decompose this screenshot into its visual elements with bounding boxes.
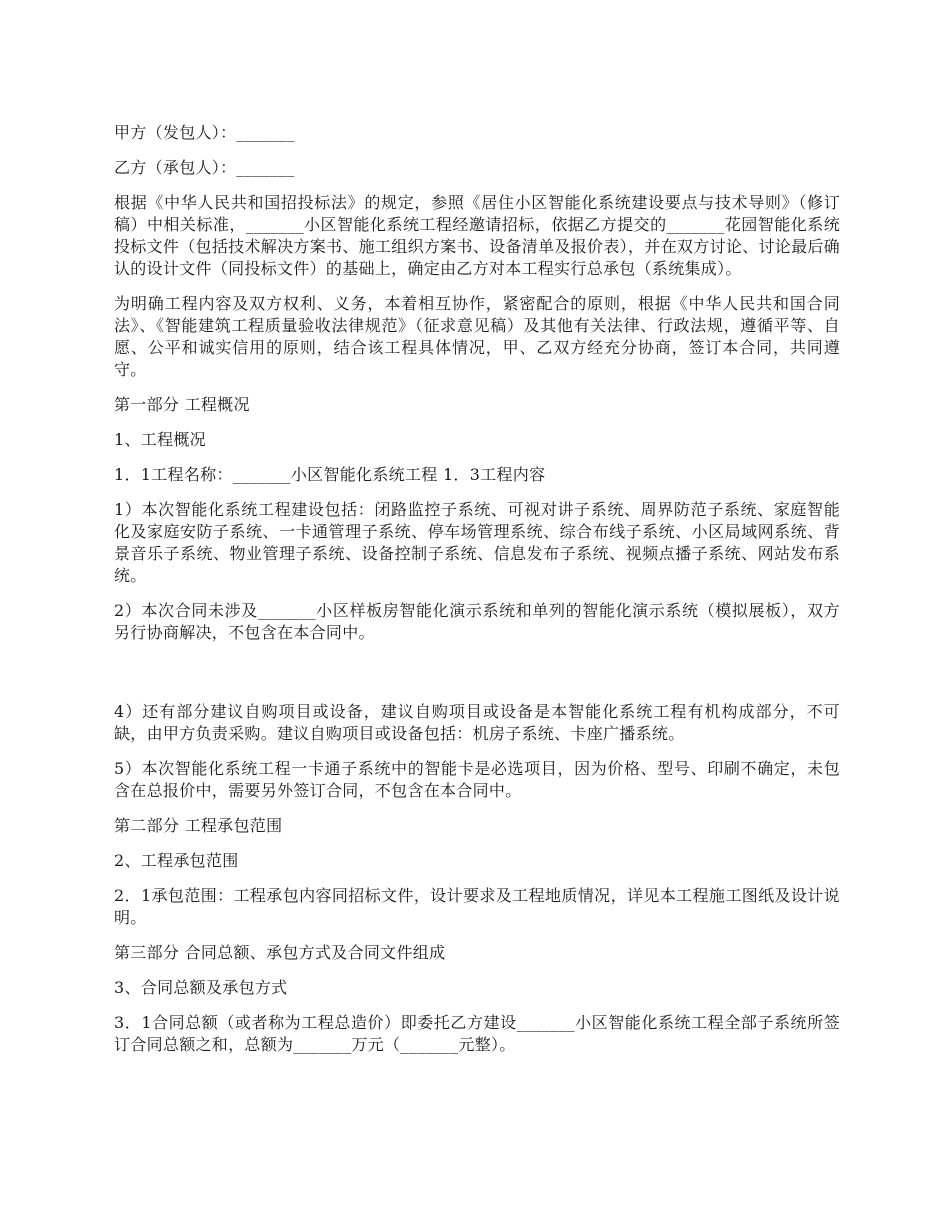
clause-heading-3: 3、合同总额及承包方式 — [114, 978, 288, 997]
section-heading-part-3: 第三部分 合同总额、承包方式及合同文件组成 — [114, 943, 446, 962]
item-4: 4）还有部分建议自购项目或设备，建议自购项目或设备是本智能化系统工程有机构成部分，不可缺，由甲方负责采购。建议自购项目或设备包括：机房子系统、卡座广播系统。 — [114, 702, 840, 743]
item-5: 5）本次智能化系统工程一卡通子系统中的智能卡是必选项目，因为价格、型号、印刷不确定，未包含在总报价中，需要另外签订合同，不包含在本合同中。 — [114, 759, 840, 800]
clause-3-1: 3．1合同总额（或者称为工程总造价）即委托乙方建设_______小区智能化系统工程全部子系统所签订合同总额之和，总额为_______万元（_______元整）。 — [114, 1013, 840, 1054]
clause-heading-1: 1、工程概况 — [114, 430, 206, 449]
preamble-paragraph: 根据《中华人民共和国招投标法》的规定，参照《居住小区智能化系统建设要点与技术导则》（修订稿）中相关标准，_______小区智能化系统工程经邀请招标，依据乙方提交的_______花园智能化系统投标文件（包括技术解决方案书、施工组织方案书、设备清单及报价表），并在双方讨论、讨论最后确认的设计文件（同投标文件）的基础上，确定由乙方对本工程实行总承包（系统集成）。 — [114, 193, 840, 278]
clause-1-1: 1．1工程名称：_______小区智能化系统工程 1．3工程内容 — [114, 465, 546, 484]
purpose-paragraph: 为明确工程内容及双方权利、义务，本着相互协作，紧密配合的原则，根据《中华人民共和国合同法》、《智能建筑工程质量验收法律规范》（征求意见稿）及其他有关法律、行政法规，遵循平等、自愿、公平和诚实信用的原则，结合该工程具体情况，甲、乙双方经充分协商，签订本合同，共同遵守。 — [114, 294, 840, 379]
blank-gap — [114, 657, 840, 701]
clause-heading-2: 2、工程承包范围 — [114, 851, 239, 870]
clause-2-1: 2．1承包范围：工程承包内容同招标文件，设计要求及工程地质情况，详见本工程施工图纸及设计说明。 — [114, 886, 840, 927]
item-2: 2）本次合同未涉及_______小区样板房智能化演示系统和单列的智能化演示系统（模拟展板），双方另行协商解决，不包含在本合同中。 — [114, 601, 840, 642]
section-heading-part-2: 第二部分 工程承包范围 — [114, 816, 283, 835]
item-1: 1）本次智能化系统工程建设包括：闭路监控子系统、可视对讲子系统、周界防范子系统、家庭智能化及家庭安防子系统、一卡通管理子系统、停车场管理系统、综合布线子系统、小区局域网系统、背景音乐子系统、物业管理子系统、设备控制子系统、信息发布子系统、视频点播子系统、网站发布系统。 — [114, 500, 840, 585]
party-b-line: 乙方（承包人）：_______ — [114, 158, 295, 177]
contract-document — [114, 122, 840, 1069]
section-heading-part-1: 第一部分 工程概况 — [114, 395, 250, 414]
party-a-line: 甲方（发包人）：_______ — [114, 123, 295, 142]
